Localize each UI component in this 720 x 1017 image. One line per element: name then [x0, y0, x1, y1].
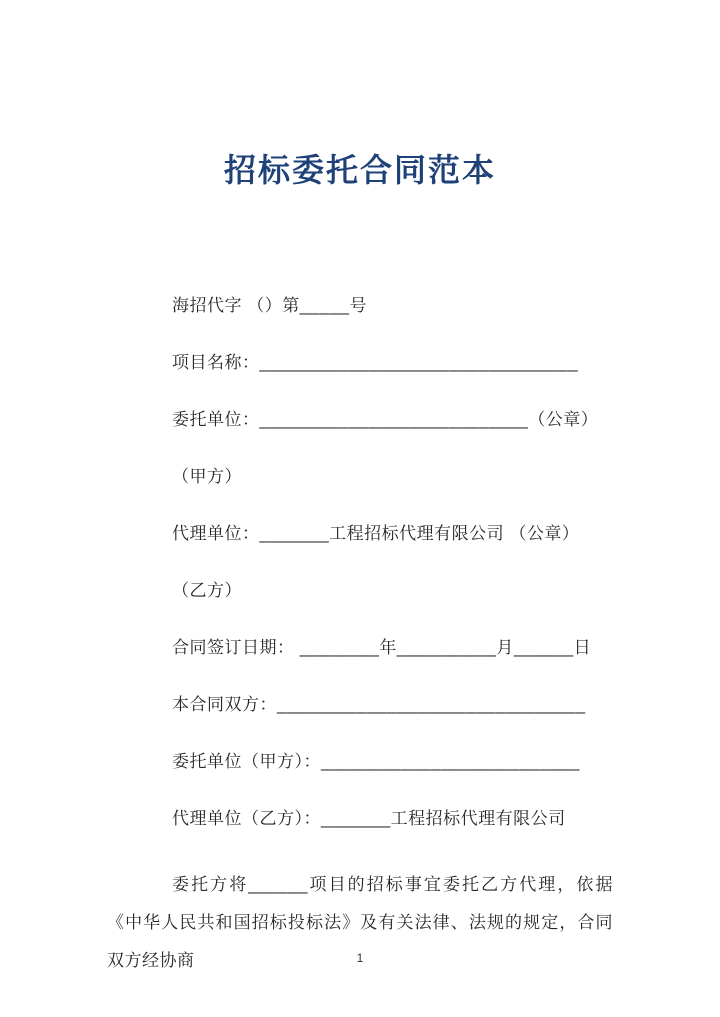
document-title: 招标委托合同范本: [223, 152, 496, 188]
contract-intro-paragraph: 委托方将______项目的招标事宜委托乙方代理，依据《中华人民共和国招标投标法》及有关法律、法规的规定，合同双方经协商: [107, 875, 613, 970]
project-name-line: 项目名称：________________________________: [172, 353, 579, 372]
agency-unit-line: 代理单位：_______工程招标代理有限公司 （公章）: [172, 524, 580, 543]
doc-number-line: 海招代字 （）第_____号: [172, 296, 367, 315]
agency-party-b-line: 代理单位（乙方）：_______工程招标代理有限公司: [172, 809, 566, 828]
party-a-line: （甲方）: [172, 467, 242, 486]
contract-parties-line: 本合同双方：_______________________________: [172, 695, 586, 714]
client-party-a-line: 委托单位（甲方）：__________________________: [172, 752, 580, 771]
party-b-line: （乙方）: [172, 581, 242, 600]
contract-header-fields: [172, 296, 620, 828]
client-unit-line: 委托单位：___________________________（公章）: [172, 410, 599, 429]
page-number: 1: [356, 951, 364, 965]
sign-date-line: 合同签订日期： ________年__________月______日: [172, 638, 592, 657]
